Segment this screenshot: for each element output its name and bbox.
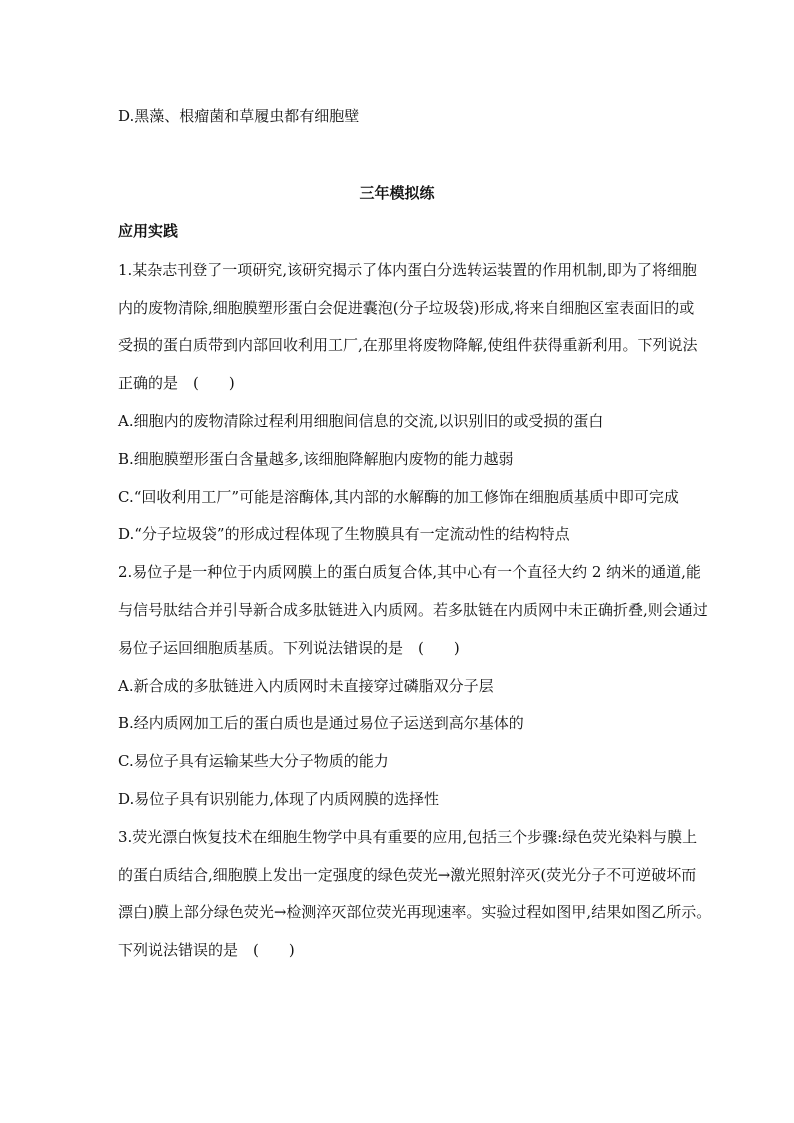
- q3-stem-line-1: 3.荧光漂白恢复技术在细胞生物学中具有重要的应用,包括三个步骤:绿色荧光染料与膜上: [118, 828, 698, 846]
- q1-option-b: B.细胞膜塑形蛋白含量越多,该细胞降解胞内废物的能力越弱: [118, 450, 514, 468]
- q2-option-b: B.经内质网加工后的蛋白质也是通过易位子运送到高尔基体的: [118, 714, 524, 732]
- q1-stem-line-1: 1.某杂志刊登了一项研究,该研究揭示了体内蛋白分选转运装置的作用机制,即为了将细胞: [118, 261, 697, 279]
- q2-stem-line-3: 易位子运回细胞质基质。下列说法错误的是 ( ): [118, 639, 460, 657]
- q1-option-d: D.“分子垃圾袋”的形成过程体现了生物膜具有一定流动性的结构特点: [118, 525, 570, 543]
- section-title: 三年模拟练: [359, 184, 435, 202]
- q1-option-a: A.细胞内的废物清除过程利用细胞间信息的交流,以识别旧的或受损的蛋白: [118, 412, 604, 430]
- leftover-option: D.黑藻、根瘤菌和草履虫都有细胞壁: [118, 107, 360, 125]
- q2-option-a: A.新合成的多肽链进入内质网时未直接穿过磷脂双分子层: [118, 677, 494, 695]
- q1-stem-line-2: 内的废物清除,细胞膜塑形蛋白会促进囊泡(分子垃圾袋)形成,将来自细胞区室表面旧的或: [118, 299, 695, 317]
- q2-stem-line-1: 2.易位子是一种位于内质网膜上的蛋白质复合体,其中心有一个直径大约 2 纳米的通道,能: [118, 563, 701, 581]
- subsection-title: 应用实践: [118, 222, 179, 240]
- q3-stem-line-4: 下列说法错误的是 ( ): [118, 941, 295, 959]
- q1-stem-line-3: 受损的蛋白质带到内部回收利用工厂,在那里将废物降解,使组件获得重新利用。下列说法: [118, 336, 698, 354]
- q1-stem-line-4: 正确的是 ( ): [118, 374, 235, 392]
- q2-option-d: D.易位子具有识别能力,体现了内质网膜的选择性: [118, 790, 440, 808]
- q1-option-c: C.“回收利用工厂”可能是溶酶体,其内部的水解酶的加工修饰在细胞质基质中即可完成: [118, 488, 679, 506]
- q2-option-c: C.易位子具有运输某些大分子物质的能力: [118, 752, 389, 770]
- q3-stem-line-2: 的蛋白质结合,细胞膜上发出一定强度的绿色荧光→激光照射淬灭(荧光分子不可逆破坏而: [118, 866, 697, 884]
- q3-stem-line-3: 漂白)膜上部分绿色荧光→检测淬灭部位荧光再现速率。实验过程如图甲,结果如图乙所示。: [118, 903, 712, 921]
- q2-stem-line-2: 与信号肽结合并引导新合成多肽链进入内质网。若多肽链在内质网中未正确折叠,则会通过: [118, 601, 708, 619]
